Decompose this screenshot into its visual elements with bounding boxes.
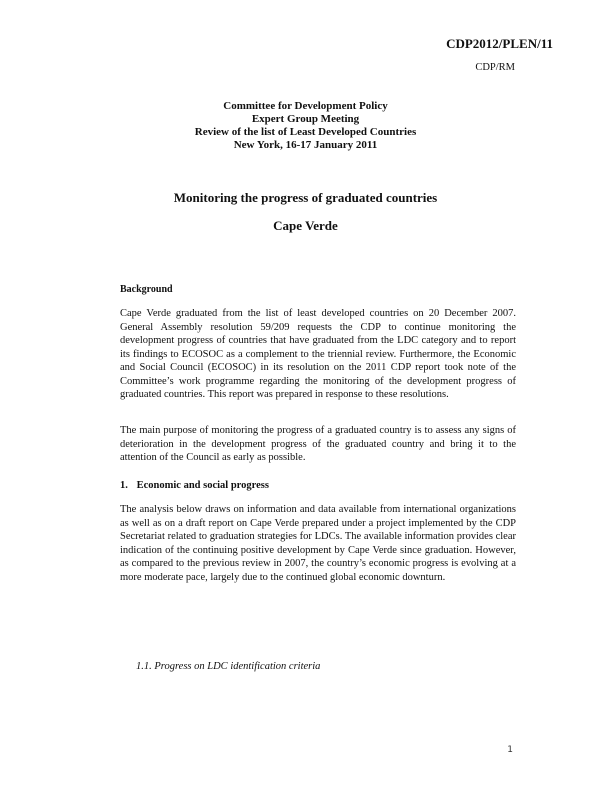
section-1-title: Economic and social progress: [136, 480, 269, 491]
document-subcode: CDP/RM: [475, 62, 515, 73]
background-paragraph-2: The main purpose of monitoring the progress of a graduated country is to assess any signs of deterioration in the development progress of the graduated country and bring it to the attention of the Council as early as possible.: [120, 425, 516, 463]
subsection-1-1-number: 1.1.: [136, 661, 152, 672]
meeting-committee: Committee for Development Policy: [223, 100, 388, 112]
section-1-heading: [120, 479, 516, 493]
section-1-paragraph: The analysis below draws on information and data available from international organizations as well as on a draft report on Cape Verde prepared under a project implemented by the CDP Secretariat related to graduation strategies for LDCs. The available information provides clear indication of the continuing positive development by Cape Verde since graduation. However, as compared to the previous review in 2007, the country’s economic progress is evolving at a more moderate pace, largely due to the continued global economic downturn.: [120, 504, 516, 583]
document-title: Monitoring the progress of graduated countries: [173, 190, 438, 205]
meeting-topic: Review of the list of Least Developed Countries: [194, 126, 417, 138]
meeting-type: Expert Group Meeting: [251, 113, 360, 125]
background-paragraph-1: Cape Verde graduated from the list of least developed countries on 20 December 2007. General Assembly resolution 59/209 requests the CDP to continue monitoring the development progress of countries that have graduated from the LDC category and to report its findings to ECOSOC as a complement to the triennial review. Furthermore, the Economic and Social Council (ECOSOC) in its resolution on the 2011 CDP report took note of the Committee’s work programme regarding the monitoring of the development progress of graduated countries. This report was prepared in response to these resolutions.: [120, 308, 516, 400]
subsection-1-1-heading: [136, 661, 320, 672]
meeting-info: [0, 100, 611, 152]
subsection-1-1-title: Progress on LDC identification criteria: [154, 661, 321, 672]
meeting-place-date: New York, 16-17 January 2011: [233, 139, 378, 151]
section-1-number: 1.: [120, 480, 128, 491]
page-number: 1: [507, 745, 513, 755]
background-heading: Background: [120, 284, 173, 295]
document-code: CDP2012/PLEN/11: [446, 36, 553, 51]
document-subtitle: Cape Verde: [273, 218, 338, 233]
